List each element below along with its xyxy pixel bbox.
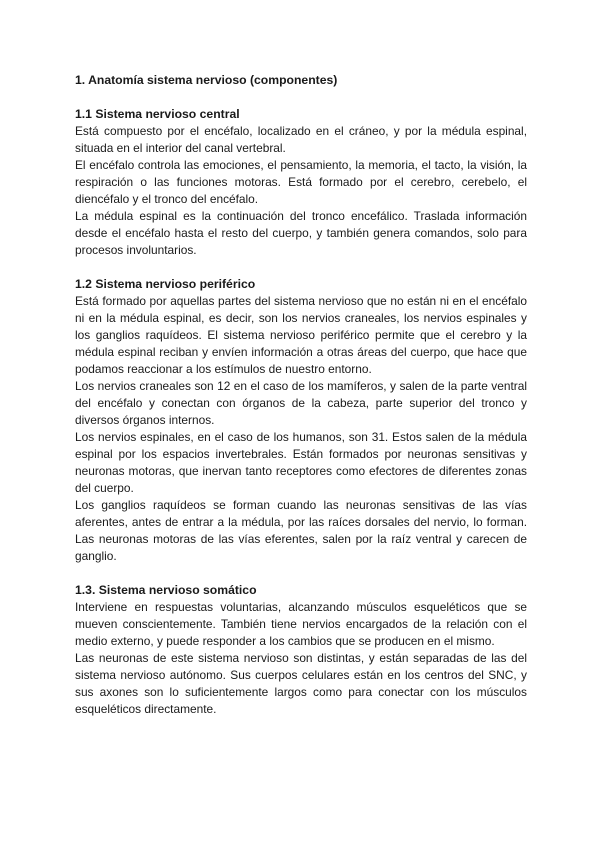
paragraph: Está compuesto por el encéfalo, localizado en el cráneo, y por la médula espinal, situada en el interior del canal vertebral. <box>75 124 527 155</box>
section-central-nervous-system <box>75 106 527 259</box>
section-somatic-nervous-system <box>75 582 527 718</box>
paragraph: Está formado por aquellas partes del sistema nervioso que no están ni en el encéfalo ni en la médula espinal, es decir, son los nervios craneales, los nervios espinales y los ganglios raquídeos. El sistema nervioso periférico permite que el cerebro y la médula espinal reciban y envíen información a otras áreas del cuerpo, que hace que podamos reaccionar a los estímulos de nuestro entorno. <box>75 294 527 376</box>
document-page <box>75 72 527 735</box>
paragraph: Las neuronas de este sistema nervioso son distintas, y están separadas de las del sistema nervioso autónomo. Sus cuerpos celulares están en los centros del SNC, y sus axones son lo suficientemente largos como para conectar con los músculos esqueléticos directamente. <box>75 651 527 716</box>
document-title: 1. Anatomía sistema nervioso (componentes) <box>75 73 338 87</box>
paragraph: El encéfalo controla las emociones, el pensamiento, la memoria, el tacto, la visión, la respiración o las funciones motoras. Está formado por el cerebro, cerebelo, el diencéfalo y el tronco del encéfalo. <box>75 158 527 206</box>
paragraph: Los nervios espinales, en el caso de los humanos, son 31. Estos salen de la médula espinal por los espacios invertebrales. Están formados por neuronas sensitivas y neuronas motoras, que inervan tanto receptores como efectores de diferentes zonas del cuerpo. <box>75 430 527 495</box>
section-heading: 1.3. Sistema nervioso somático <box>75 583 257 597</box>
section-heading: 1.2 Sistema nervioso periférico <box>75 277 256 291</box>
paragraph: Interviene en respuestas voluntarias, alcanzando músculos esqueléticos que se mueven conscientemente. También tiene nervios encargados de la relación con el medio externo, y puede responder a los cambios que se producen en el mismo. <box>75 600 527 648</box>
section-peripheral-nervous-system <box>75 276 527 565</box>
paragraph: Los ganglios raquídeos se forman cuando las neuronas sensitivas de las vías aferentes, antes de entrar a la médula, por las raíces dorsales del nervio, lo forman. Las neuronas motoras de las vías eferentes, salen por la raíz ventral y carecen de ganglio. <box>75 498 527 563</box>
section-heading: 1.1 Sistema nervioso central <box>75 107 240 121</box>
paragraph: Los nervios craneales son 12 en el caso de los mamíferos, y salen de la parte ventral del encéfalo y conectan con órganos de la cabeza, parte superior del tronco y diversos órganos internos. <box>75 379 527 427</box>
paragraph: La médula espinal es la continuación del tronco encefálico. Traslada información desde el encéfalo hasta el resto del cuerpo, y también genera comandos, solo para procesos involuntarios. <box>75 209 527 257</box>
